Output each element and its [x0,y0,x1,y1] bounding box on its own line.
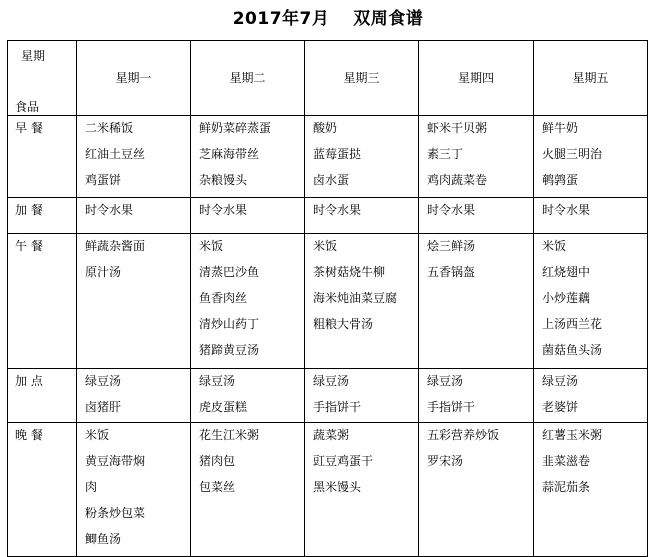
dish-item: 鲜蔬杂酱面 [85,239,146,253]
dish-item: 蔬菜粥 [313,428,350,442]
dish-item: 五彩营养炒饭 [427,428,500,442]
menu-cell [305,198,419,234]
dish-item: 清炒山药丁 [199,317,260,331]
dish-item: 红薯玉米粥 [542,428,603,442]
meal-row [8,116,648,198]
dish-item: 茶树菇烧牛柳 [313,265,386,279]
dish-item: 原汁汤 [85,265,122,279]
dish-item: 清蒸巴沙鱼 [199,265,260,279]
dish-item: 芝麻海带丝 [199,147,260,161]
dish-item: 时令水果 [199,203,248,217]
dish-item: 小炒莲藕 [542,291,591,305]
dish-item: 豇豆鸡蛋干 [313,454,374,468]
dish-item: 绿豆汤 [85,374,122,388]
dish-item: 红烧翅中 [542,265,591,279]
menu-cell [305,369,419,423]
menu-cell [191,198,305,234]
menu-cell [191,423,305,557]
menu-cell [77,423,191,557]
dish-item: 红油土豆丝 [85,147,146,161]
dish-item: 时令水果 [542,203,591,217]
dish-item: 鸡蛋饼 [85,173,122,187]
dish-item: 二米稀饭 [85,121,134,135]
menu-cell [534,369,648,423]
day-header-monday: 星期一 [77,41,191,116]
dish-item: 鱼香肉丝 [199,291,248,305]
dish-item: 米饭 [542,239,567,253]
meal-label: 早 餐 [8,116,77,198]
menu-cell [534,116,648,198]
meal-row [8,198,648,234]
menu-cell [419,198,534,234]
page-title: 2017年7月 双周食谱 [232,9,424,29]
dish-item: 鲜奶菜碎蒸蛋 [199,121,272,135]
dish-item: 鲫鱼汤 [85,532,122,546]
dish-item: 米饭 [199,239,224,253]
menu-cell [419,234,534,369]
dish-item: 粉条炒包菜 [85,506,146,520]
dish-item: 蒜泥茄条 [542,480,591,494]
dish-item: 包菜丝 [199,480,236,494]
dish-item: 卤水蛋 [313,173,350,187]
dish-item: 花生江米粥 [199,428,260,442]
dish-item: 黄豆海带焖 [85,454,146,468]
dish-item: 手指饼干 [427,400,476,414]
dish-item: 火腿三明治 [542,147,603,161]
dish-item: 米饭 [85,428,110,442]
menu-cell [77,234,191,369]
menu-cell [305,234,419,369]
dish-item: 虾米干贝粥 [427,121,488,135]
dish-item: 菌菇鱼头汤 [542,343,603,357]
menu-cell [419,116,534,198]
dish-item: 韭菜滋卷 [542,454,591,468]
menu-cell [419,369,534,423]
corner-weekday-label: 星期 [21,49,46,63]
dish-item: 老婆饼 [542,400,579,414]
day-header-wednesday: 星期三 [305,41,419,116]
dish-item: 黑米馒头 [313,480,362,494]
meal-label: 加 点 [8,369,77,423]
menu-cell [191,369,305,423]
day-header-tuesday: 星期二 [191,41,305,116]
menu-cell [77,198,191,234]
menu-cell [534,423,648,557]
dish-item: 时令水果 [85,203,134,217]
dish-item: 五香锅盔 [427,265,476,279]
menu-table [7,40,648,557]
dish-item: 虎皮蛋糕 [199,400,248,414]
dish-item: 鲜牛奶 [542,121,579,135]
meal-label: 晚 餐 [8,423,77,557]
dish-item: 上汤西兰花 [542,317,603,331]
meal-row [8,234,648,369]
menu-cell [77,369,191,423]
meal-label: 午 餐 [8,234,77,369]
dish-item: 海米炖油菜豆腐 [313,291,398,305]
dish-item: 罗宋汤 [427,454,464,468]
menu-cell [77,116,191,198]
dish-item: 蓝莓蛋挞 [313,147,362,161]
dish-item: 绿豆汤 [427,374,464,388]
day-header-thursday: 星期四 [419,41,534,116]
dish-item: 绿豆汤 [542,374,579,388]
corner-food-label: 食品 [15,100,40,114]
dish-item: 卤猪肝 [85,400,122,414]
dish-item: 绿豆汤 [313,374,350,388]
menu-cell [419,423,534,557]
menu-cell [305,116,419,198]
menu-cell [305,423,419,557]
menu-cell [191,116,305,198]
dish-item: 肉 [85,480,98,494]
day-header-friday: 星期五 [534,41,648,116]
dish-item: 手指饼干 [313,400,362,414]
dish-item: 粗粮大骨汤 [313,317,374,331]
menu-cell [534,198,648,234]
header-row [8,41,648,116]
meal-label: 加 餐 [8,198,77,234]
dish-item: 鹌鹑蛋 [542,173,579,187]
meal-row [8,369,648,423]
dish-item: 时令水果 [313,203,362,217]
dish-item: 杂粮馒头 [199,173,248,187]
corner-header-cell [8,41,77,116]
dish-item: 烩三鲜汤 [427,239,476,253]
menu-cell [534,234,648,369]
dish-item: 时令水果 [427,203,476,217]
dish-item: 素三丁 [427,147,464,161]
dish-item: 猪蹄黄豆汤 [199,343,260,357]
dish-item: 绿豆汤 [199,374,236,388]
dish-item: 鸡肉蔬菜卷 [427,173,488,187]
meal-row [8,423,648,557]
dish-item: 酸奶 [313,121,338,135]
menu-cell [191,234,305,369]
dish-item: 猪肉包 [199,454,236,468]
dish-item: 米饭 [313,239,338,253]
